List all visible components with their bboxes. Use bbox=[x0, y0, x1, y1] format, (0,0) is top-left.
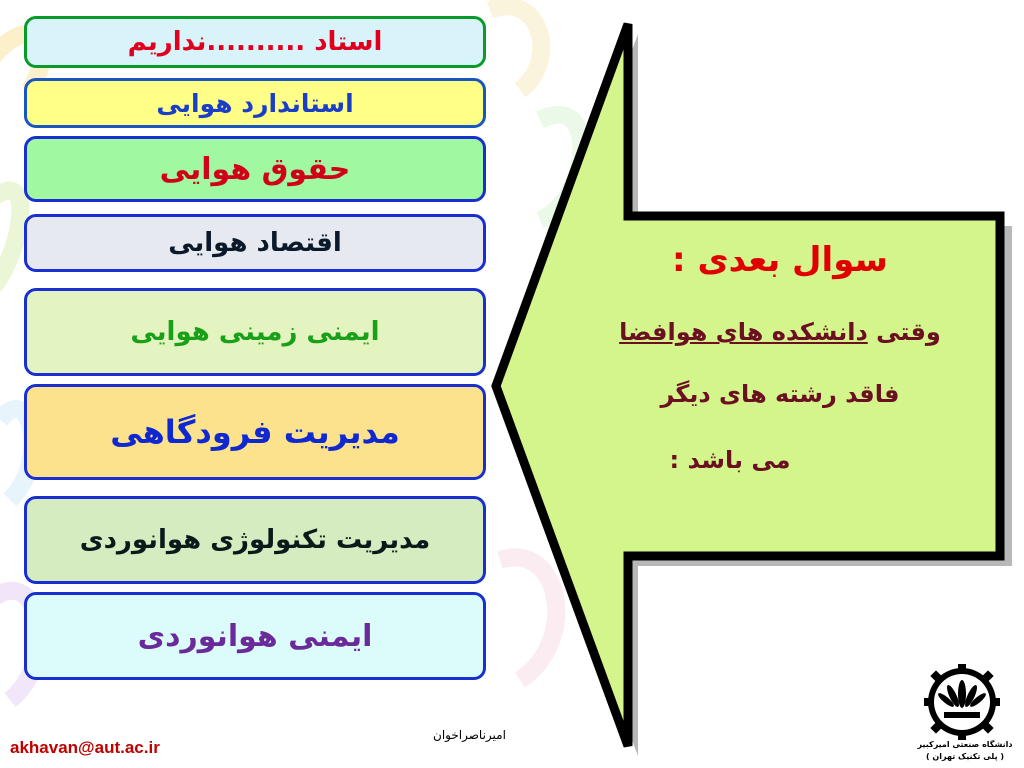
topic-label: مدیریت فرودگاهی bbox=[110, 413, 400, 451]
question-line-1 bbox=[580, 318, 980, 346]
author-name: امیرناصراخوان bbox=[433, 728, 506, 742]
question-line-2: فاقد رشته های دیگر bbox=[660, 380, 900, 408]
logo-caption-1: دانشگاه صنعتی امیرکبیر bbox=[917, 740, 1013, 749]
university-logo-icon bbox=[912, 664, 1018, 764]
question-line-1-underlined: دانشکده های هوافضا bbox=[619, 318, 868, 346]
logo-caption-2: ( پلی تکنیک تهران ) bbox=[925, 752, 1005, 761]
question-line-3: می باشد : bbox=[669, 446, 791, 474]
topic-label: استاد ..........نداریم bbox=[127, 27, 383, 57]
question-line-1-prefix: وقتی bbox=[867, 318, 941, 346]
author-email: akhavan@aut.ac.ir bbox=[10, 738, 160, 757]
topic-label: ایمنی زمینی هوایی bbox=[130, 317, 380, 347]
topic-label: ایمنی هوانوردی bbox=[137, 618, 373, 654]
topic-label: مدیریت تکنولوژی هوانوردی bbox=[79, 525, 431, 555]
question-heading: سوال بعدی : bbox=[672, 240, 888, 280]
topic-label: استاندارد هوایی bbox=[156, 88, 354, 118]
topic-label: حقوق هوایی bbox=[159, 151, 351, 187]
topic-label: اقتصاد هوایی bbox=[168, 228, 342, 258]
